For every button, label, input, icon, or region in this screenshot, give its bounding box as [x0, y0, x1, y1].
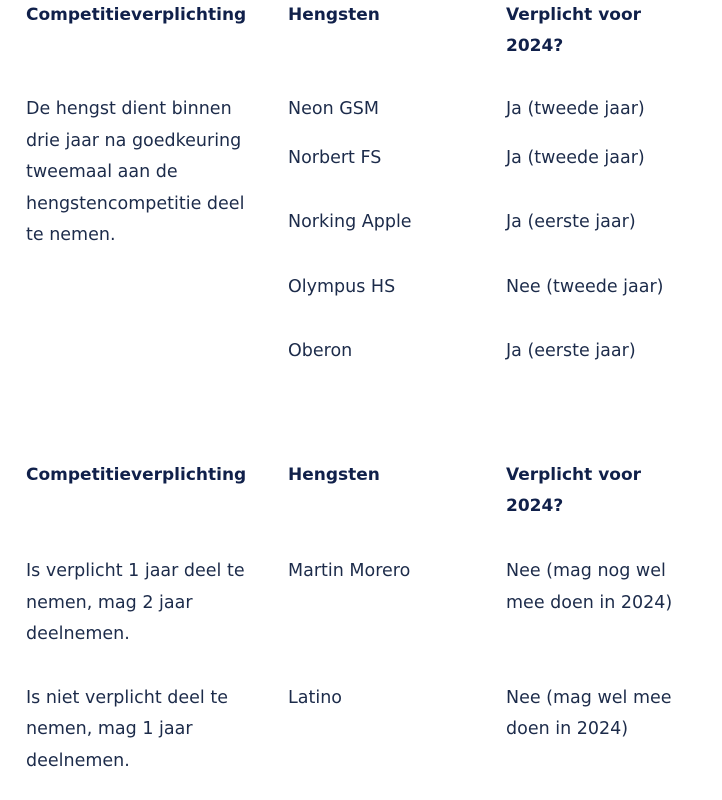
header-competition-obligation: Competitieverplichting — [26, 465, 247, 485]
header-required-2024: Verplicht voor 2024? — [506, 5, 642, 56]
header-competition-obligation: Competitieverplichting — [26, 5, 247, 25]
stallion-name: Norking Apple — [288, 212, 412, 232]
obligation-status: Ja (tweede jaar) — [506, 99, 645, 119]
header-stallions: Hengsten — [288, 5, 380, 25]
table-row — [0, 538, 722, 665]
stallion-name: Oberon — [288, 341, 353, 361]
obligation-status: Nee (mag nog wel mee doen in 2024) — [506, 561, 673, 613]
competition-table-optional — [0, 460, 722, 791]
stallion-name: Neon GSM — [288, 99, 379, 119]
header-row — [0, 460, 722, 538]
requirement-cell: Is verplicht 1 jaar deel te nemen, mag 2 jaar deelnemen. — [26, 561, 245, 644]
table-row — [0, 665, 722, 792]
header-row — [0, 0, 722, 78]
requirement-cell: Is niet verplicht deel te nemen, mag 1 jaar deelnemen. — [26, 687, 228, 771]
stallion-name: Martin Morero — [288, 561, 411, 581]
header-stallions: Hengsten — [288, 465, 380, 485]
table-header — [0, 460, 722, 538]
requirement-cell: De hengst dient binnen drie jaar na goedkeuring tweemaal aan de hengstencompetitie deel te nemen. — [26, 99, 245, 245]
obligation-status: Ja (tweede jaar) — [506, 147, 645, 168]
table-row — [0, 78, 722, 143]
stallion-name: Latino — [288, 687, 342, 708]
stallion-name: Olympus HS — [288, 276, 396, 297]
header-required-2024: Verplicht voor 2024? — [506, 465, 642, 516]
obligation-status: Nee (tweede jaar) — [506, 276, 664, 297]
obligation-status: Nee (mag wel mee doen in 2024) — [506, 687, 672, 739]
obligation-status: Ja (eerste jaar) — [506, 212, 636, 232]
table-header — [0, 0, 722, 78]
obligation-status: Ja (eerste jaar) — [506, 341, 636, 361]
stallion-name: Norbert FS — [288, 147, 382, 168]
